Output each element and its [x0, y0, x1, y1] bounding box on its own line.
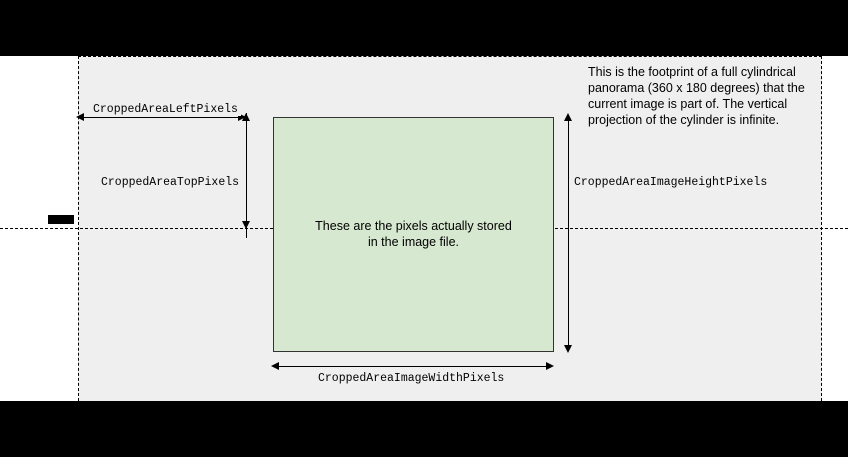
image-width-arrow-head-right — [546, 362, 554, 370]
label-cropped-area-left-pixels: CroppedAreaLeftPixels — [90, 103, 241, 116]
image-width-arrow-line — [277, 366, 550, 367]
footprint-top-edge — [78, 56, 822, 57]
left-pixels-arrow-head-left — [76, 113, 84, 121]
label-cropped-area-image-width-pixels: CroppedAreaImageWidthPixels — [315, 372, 507, 385]
left-pixels-arrow-line — [80, 117, 244, 118]
top-pixels-arrow-head-up — [242, 113, 250, 121]
image-height-arrow-line — [568, 119, 569, 350]
stored-pixels-label-line1: These are the pixels actually stored — [315, 219, 512, 233]
image-height-arrow-head-down — [564, 345, 572, 353]
stored-pixels-rectangle — [273, 117, 554, 352]
stored-pixels-label-line2: in the image file. — [367, 235, 460, 249]
top-pixels-arrow-head-down — [242, 221, 250, 229]
left-edge-marker — [48, 215, 74, 224]
label-cropped-area-top-pixels: CroppedAreaTopPixels — [98, 176, 242, 189]
panorama-note-text: This is the footprint of a full cylindrical panorama (360 x 180 degrees) that the current image is part of. The vertical projection of the cylinder is infinite. — [588, 65, 805, 127]
label-cropped-area-image-height-pixels: CroppedAreaImageHeightPixels — [571, 176, 770, 189]
stored-pixels-label — [274, 218, 553, 250]
top-pixels-arrow-line — [246, 119, 247, 226]
image-width-arrow-head-left — [271, 362, 279, 370]
footprint-bottom-edge — [78, 401, 822, 402]
image-height-arrow-head-up — [564, 113, 572, 121]
